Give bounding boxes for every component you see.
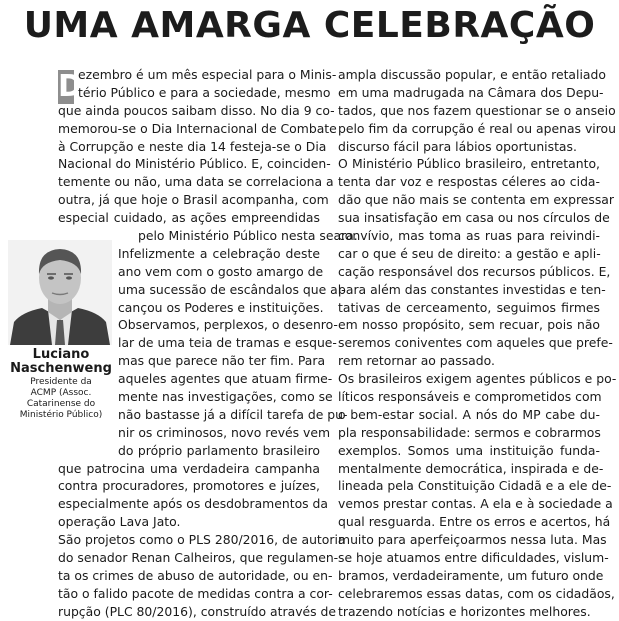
text-line: pelo Ministério Público nesta seara. [138,228,358,244]
text-line: rem retornar ao passado. [338,353,495,369]
text-line: que ainda poucos saibam disso. No dia 9 co- [58,102,335,118]
text-line: em nosso propósito, sem recuar, pois não [338,317,600,333]
text-line: tão o falido pacote de medidas contra a cor- [58,585,333,601]
text-line: líticos responsáveis e comprometidos com [338,389,602,405]
text-line: seremos coniventes com aqueles que prefe- [338,335,613,351]
text-line: cançou os Poderes e instituições. [118,299,324,315]
text-line: especialmente após os desdobramentos da [58,496,329,512]
text-line: tério Público e para a sociedade, mesmo [78,84,331,100]
text-line: discurso fácil para lábios oportunistas. [338,138,577,154]
text-line: tados, que nos fazem questionar se o anseio [338,102,616,118]
text-line: cação responsável dos recursos públicos. E, [338,263,611,279]
author-name: Luciano [32,347,90,362]
text-line: Observamos, perplexos, o desenro- [118,317,338,333]
text-line: se hoje atuamos entre dificuldades, vislum- [338,550,609,566]
text-line: mas que parece não ter fim. Para [118,353,326,369]
article-column-right [338,66,617,621]
text-line: do senador Renan Calheiros, que regulamen- [58,550,339,566]
text-line: dão que não mais se contenta em expressar [338,192,614,208]
text-line: Nacional do Ministério Público. E, coinciden- [58,156,331,172]
text-line: aqueles agentes que atuam firme- [118,371,333,387]
text-line: não bastasse já a difícil tarefa de pu- [118,406,348,422]
text-line: sua insatisfação em casa ou nos círculos de [338,210,610,226]
text-line: que patrocina uma verdadeira campanha [58,460,320,476]
text-line: muito para aperfeiçoarmos nessa luta. Mas [338,532,607,548]
text-line: bramos, verdadeiramente, um futuro onde [338,567,604,583]
text-line: trazendo notícias e horizontes melhores. [338,603,591,619]
text-line: ta os crimes de abuso de autoridade, ou en- [58,567,333,583]
text-line: ampla discussão popular, e então retaliado [338,67,606,82]
text-line: memorou-se o Dia Internacional de Combate [58,120,337,136]
text-line: rupção (PLC 80/2016), construído através de [58,603,337,619]
text-line: o bem-estar social. A nós do MP cabe du- [338,406,600,422]
text-line: outra, já que hoje o Brasil acompanha, com [58,192,329,208]
text-line: exemplos. Somos uma instituição funda- [338,442,600,458]
text-line: lar de uma teia de tramas e esque- [118,335,337,351]
text-line: à Corrupção e neste dia 14 festeja-se o Dia [58,138,327,154]
text-line: lineada pela Constituição Cidadã e a ele de- [338,478,612,494]
text-line: Infelizmente a celebração deste [118,245,320,261]
text-line: ezembro é um mês especial para o Minis- [78,67,337,82]
text-line: nir os criminosos, novo revés vem [118,424,331,440]
author-surname: Naschenweng [10,361,112,376]
text-line: especial cuidado, as ações empreendidas [58,210,320,226]
text-line: pla responsabilidade: sermos e cobrarmos [338,424,601,440]
text-line: O Ministério Público brasileiro, entretanto, [338,156,600,172]
text-line: contra procuradores, promotores e juízes, [58,478,320,494]
text-line: Os brasileiros exigem agentes públicos e po- [338,371,617,387]
text-line: convívio, mas toma as ruas para reivindi- [338,228,600,244]
text-line: qual resguarda. Entre os erros e acertos, há [338,514,611,530]
article-title: UMA AMARGA CELEBRAÇÃO [23,5,596,46]
text-line: mentalmente democrática, inspirada e de- [338,460,604,476]
text-line: para além das constantes investidas e ten- [338,281,606,297]
text-line: São projetos como o PLS 280/2016, de autoria [58,532,346,548]
author-role-line: Ministério Público) [19,410,103,420]
text-line: operação Lava Jato. [58,514,181,530]
text-line: tenta dar voz e respostas céleres ao cida- [338,174,600,190]
author-role-line: Catarinense do [26,399,96,409]
text-line: do próprio parlamento brasileiro [118,442,320,458]
author-role-line: Presidente da [30,377,92,387]
text-line: mente nas investigações, como se [118,389,333,405]
text-line: pelo fim da corrupção é real ou apenas virou [338,120,616,136]
text-line: celebraremos essas datas, com os cidadãos, [338,585,615,601]
drop-cap: D [58,69,83,104]
article-column-left [58,66,358,621]
text-line: ano vem com o gosto amargo de [118,263,324,279]
text-line: vemos prestar contas. A ela e à sociedade a [338,496,613,512]
text-line: em uma madrugada na Câmara dos Depu- [338,84,604,100]
text-line: uma sucessão de escândalos que al- [118,281,346,297]
text-line: temente ou não, uma data se correlaciona a [58,174,334,190]
text-line: tativas de cerceamento, seguimos firmes [338,299,600,315]
author-role-line: ACMP (Assoc. [30,388,92,398]
text-line: car o que é seu de direito: a gestão e apli- [338,245,601,261]
